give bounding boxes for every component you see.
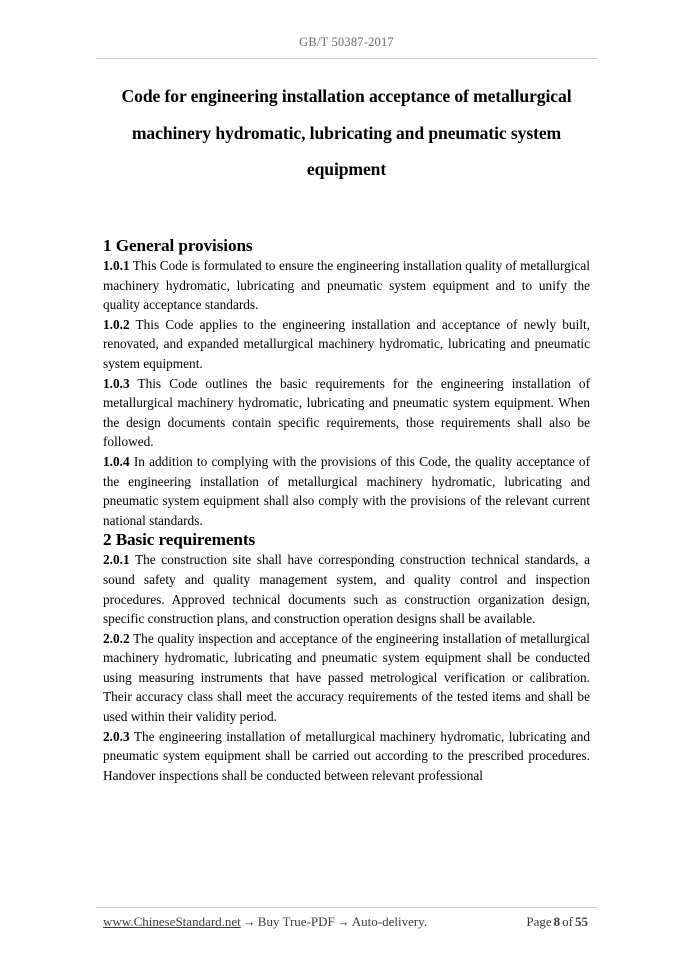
clause-number: 1.0.4 bbox=[103, 453, 130, 469]
page-indicator bbox=[526, 914, 590, 930]
arrow-right-icon: → bbox=[242, 914, 256, 929]
clause-2-0-3 bbox=[103, 727, 590, 786]
footer-offer-auto-delivery: Auto-delivery. bbox=[351, 914, 428, 929]
clause-number: 2.0.2 bbox=[103, 630, 130, 646]
header-divider bbox=[96, 58, 597, 59]
clause-number: 1.0.1 bbox=[103, 258, 130, 273]
current-page-number: 8 bbox=[553, 914, 561, 929]
clause-1-0-4 bbox=[103, 452, 590, 530]
title-line-3: equipment bbox=[306, 159, 387, 179]
clause-2-0-1 bbox=[103, 550, 590, 628]
title-line-2: machinery hydromatic, lubricating and pneumatic system bbox=[131, 122, 562, 143]
clause-text: This Code applies to the engineering installation and acceptance of newly built, renovated, and expanded metallurgical machinery hydromatic, lubricating and pneumatic system equipment. bbox=[103, 316, 590, 371]
clause-number: 1.0.3 bbox=[103, 375, 130, 391]
clause-1-0-3 bbox=[103, 374, 590, 452]
clause-number: 2.0.1 bbox=[103, 552, 130, 568]
clause-1-0-1 bbox=[103, 256, 590, 315]
footer-offer-buy-pdf: Buy True-PDF bbox=[257, 914, 335, 929]
clause-2-0-2 bbox=[103, 629, 590, 727]
page-header bbox=[103, 33, 590, 51]
clause-number: 1.0.2 bbox=[103, 316, 130, 332]
clause-text: The construction site shall have corresponding construction technical standards, a sound safety and quality management system, and quality control and inspection procedures. Approved technical documents such as construction organization design, specific construction plans, and construction operation designs shall be available. bbox=[103, 552, 591, 627]
standard-code: GB/T 50387-2017 bbox=[299, 35, 394, 49]
clause-text: In addition to complying with the provisions of this Code, the quality acceptance of the engineering installation of metallurgical machinery hydromatic, lubricating and pneumatic system equipment shall also comply with the provisions of the relevant current national standards. bbox=[103, 453, 590, 528]
title-line-1: Code for engineering installation acceptance of metallurgical bbox=[121, 86, 572, 106]
section-heading-1: 1 General provisions bbox=[103, 236, 253, 255]
document-body bbox=[103, 236, 590, 785]
clause-text: The engineering installation of metallurgical machinery hydromatic, lubricating and pneumatic system equipment shall be carried out according to the prescribed procedures. Handover inspections shall be conducted between relevant professional bbox=[103, 728, 590, 783]
website-link[interactable]: www.ChineseStandard.net bbox=[103, 914, 241, 929]
page-title bbox=[103, 78, 590, 188]
arrow-right-icon: → bbox=[336, 914, 350, 929]
clause-text: The quality inspection and acceptance of the engineering installation of metallurgical machinery hydromatic, lubricating and pneumatic system equipment shall be conducted using measuring instruments that have passed metrological verification or calibration. Their accuracy class shall meet the accuracy requirements of the tested items and shall be used within their validity period. bbox=[103, 630, 590, 725]
page-footer bbox=[103, 914, 590, 936]
total-page-count: 55 bbox=[575, 914, 588, 929]
page-label: Page bbox=[526, 914, 552, 929]
clause-text: This Code outlines the basic requirements for the engineering installation of metallurgical machinery hydromatic, lubricating and pneumatic system equipment. When the design documents contain specific requirements, those requirements shall also be followed. bbox=[103, 375, 590, 450]
footer-promo bbox=[103, 914, 427, 930]
section-heading-2: 2 Basic requirements bbox=[103, 530, 256, 550]
clause-text: This Code is formulated to ensure the engineering installation quality of metallurgical machinery hydromatic, lubricating and pneumatic system equipment and to unify the quality acceptance standards. bbox=[103, 258, 590, 313]
clause-number: 2.0.3 bbox=[103, 728, 130, 744]
footer-divider bbox=[96, 907, 597, 908]
clause-1-0-2 bbox=[103, 315, 590, 374]
of-label: of bbox=[562, 914, 573, 929]
